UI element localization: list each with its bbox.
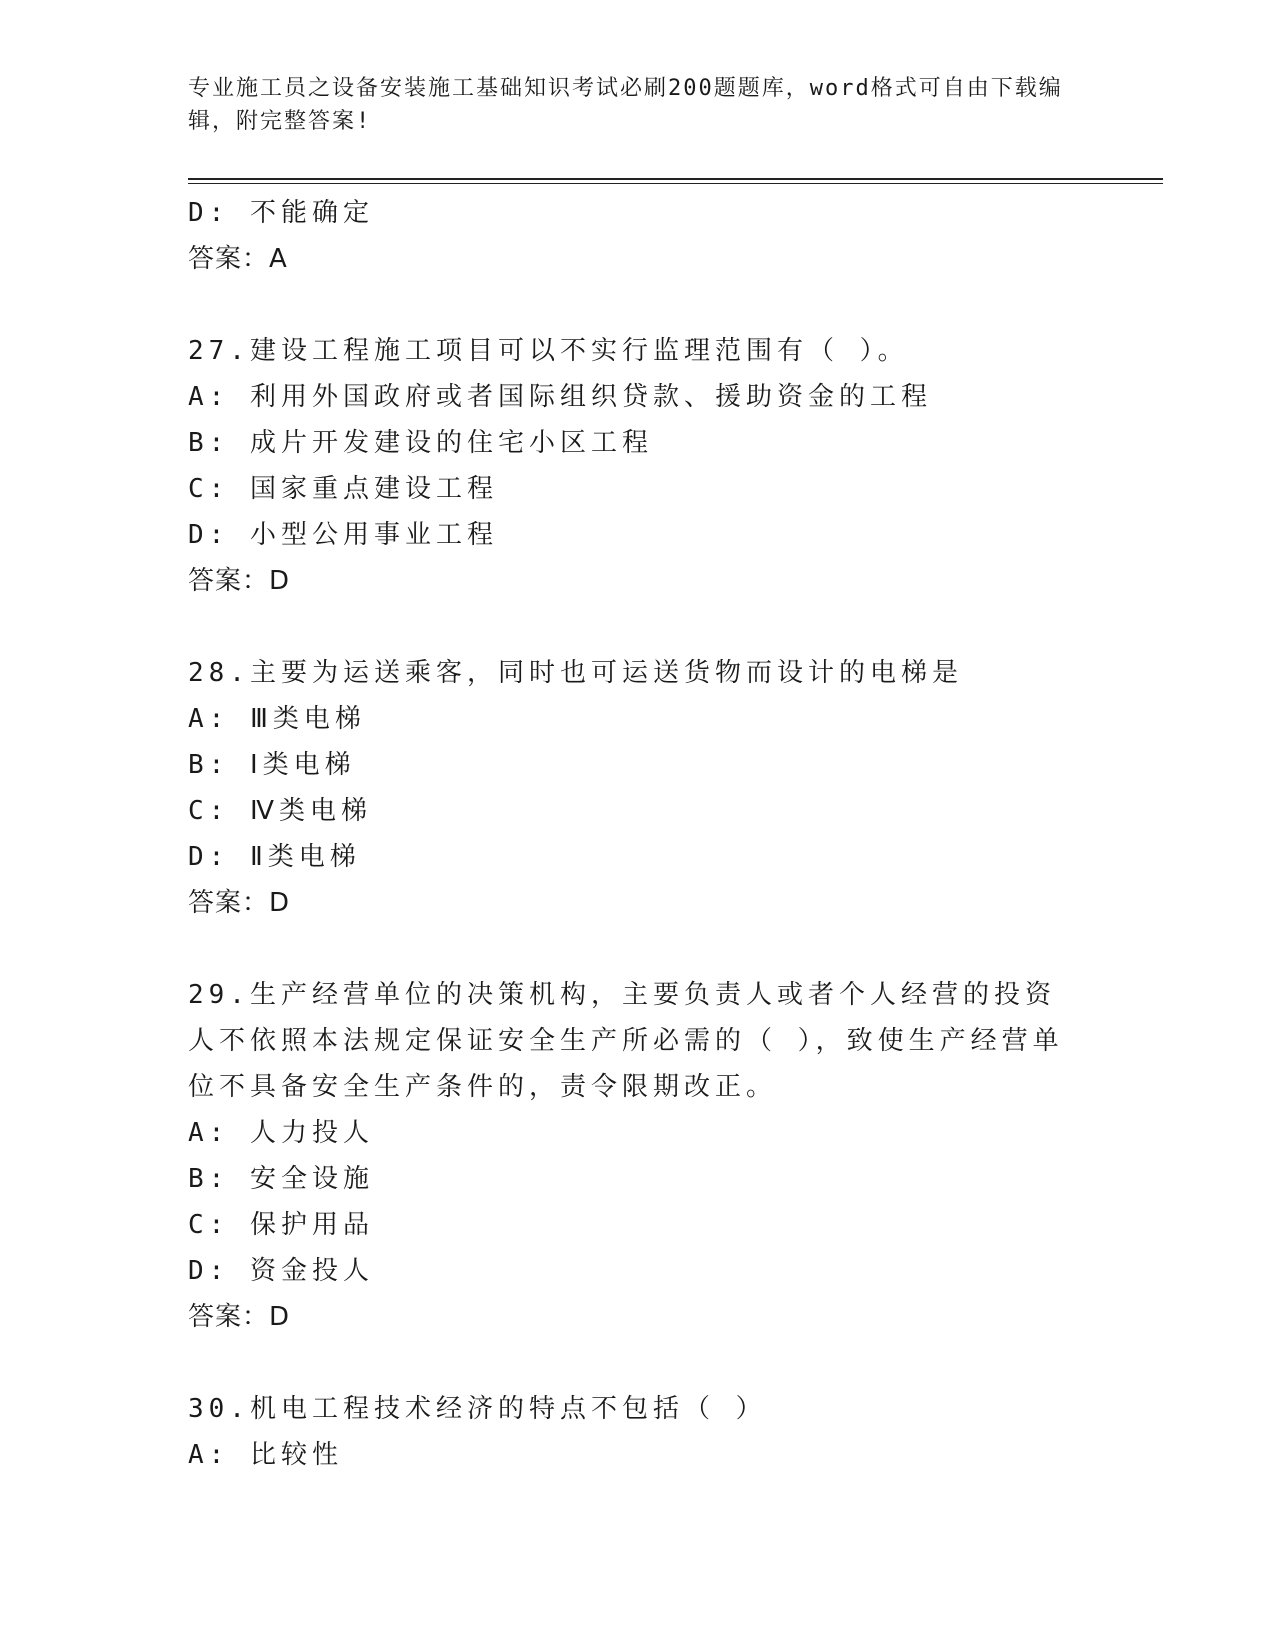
- option-d: D: Ⅱ类电梯: [188, 842, 361, 872]
- question-stem: 30.机电工程技术经济的特点不包括（ ）: [188, 1394, 767, 1424]
- option-b: B: Ⅰ类电梯: [188, 750, 356, 780]
- option-a: A: 比较性: [188, 1440, 343, 1470]
- question-28: [188, 650, 1088, 926]
- option-d: D: 资金投人: [188, 1256, 374, 1286]
- option-c: C: 国家重点建设工程: [188, 474, 498, 504]
- answer-line: 答案：A: [188, 244, 288, 274]
- option-c: C: 保护用品: [188, 1210, 374, 1240]
- header-divider-thin: [188, 183, 1163, 184]
- option-a: A: Ⅲ类电梯: [188, 704, 366, 734]
- question-29: [188, 972, 1088, 1340]
- question-stem: 28.主要为运送乘客，同时也可运送货物而设计的电梯是: [188, 658, 963, 688]
- option-a: A: 利用外国政府或者国际组织贷款、援助资金的工程: [188, 382, 932, 412]
- page-header: 专业施工员之设备安装施工基础知识考试必刷200题题库，word格式可自由下载编辑，附完整答案!: [188, 76, 1063, 134]
- document-body: [188, 190, 1088, 1478]
- option-d: D: 不能确定: [188, 198, 374, 228]
- option-d: D: 小型公用事业工程: [188, 520, 498, 550]
- option-a: A: 人力投人: [188, 1118, 374, 1148]
- answer-line: 答案：D: [188, 1302, 291, 1332]
- question-stem: 27.建设工程施工项目可以不实行监理范围有（ ）。: [188, 336, 909, 366]
- header-divider: [188, 178, 1163, 180]
- question-stem: 29.生产经营单位的决策机构，主要负责人或者个人经营的投资人不依照本法规定保证安全生产所必需的（ ），致使生产经营单位不具备安全生产条件的，责令限期改正。: [188, 980, 1064, 1102]
- question-30: [188, 1386, 1088, 1478]
- option-b: B: 安全设施: [188, 1164, 374, 1194]
- answer-line: 答案：D: [188, 566, 291, 596]
- question-27: [188, 328, 1088, 604]
- option-c: C: Ⅳ类电梯: [188, 796, 372, 826]
- option-b: B: 成片开发建设的住宅小区工程: [188, 428, 653, 458]
- carryover-block: [188, 190, 1088, 282]
- answer-line: 答案：D: [188, 888, 291, 918]
